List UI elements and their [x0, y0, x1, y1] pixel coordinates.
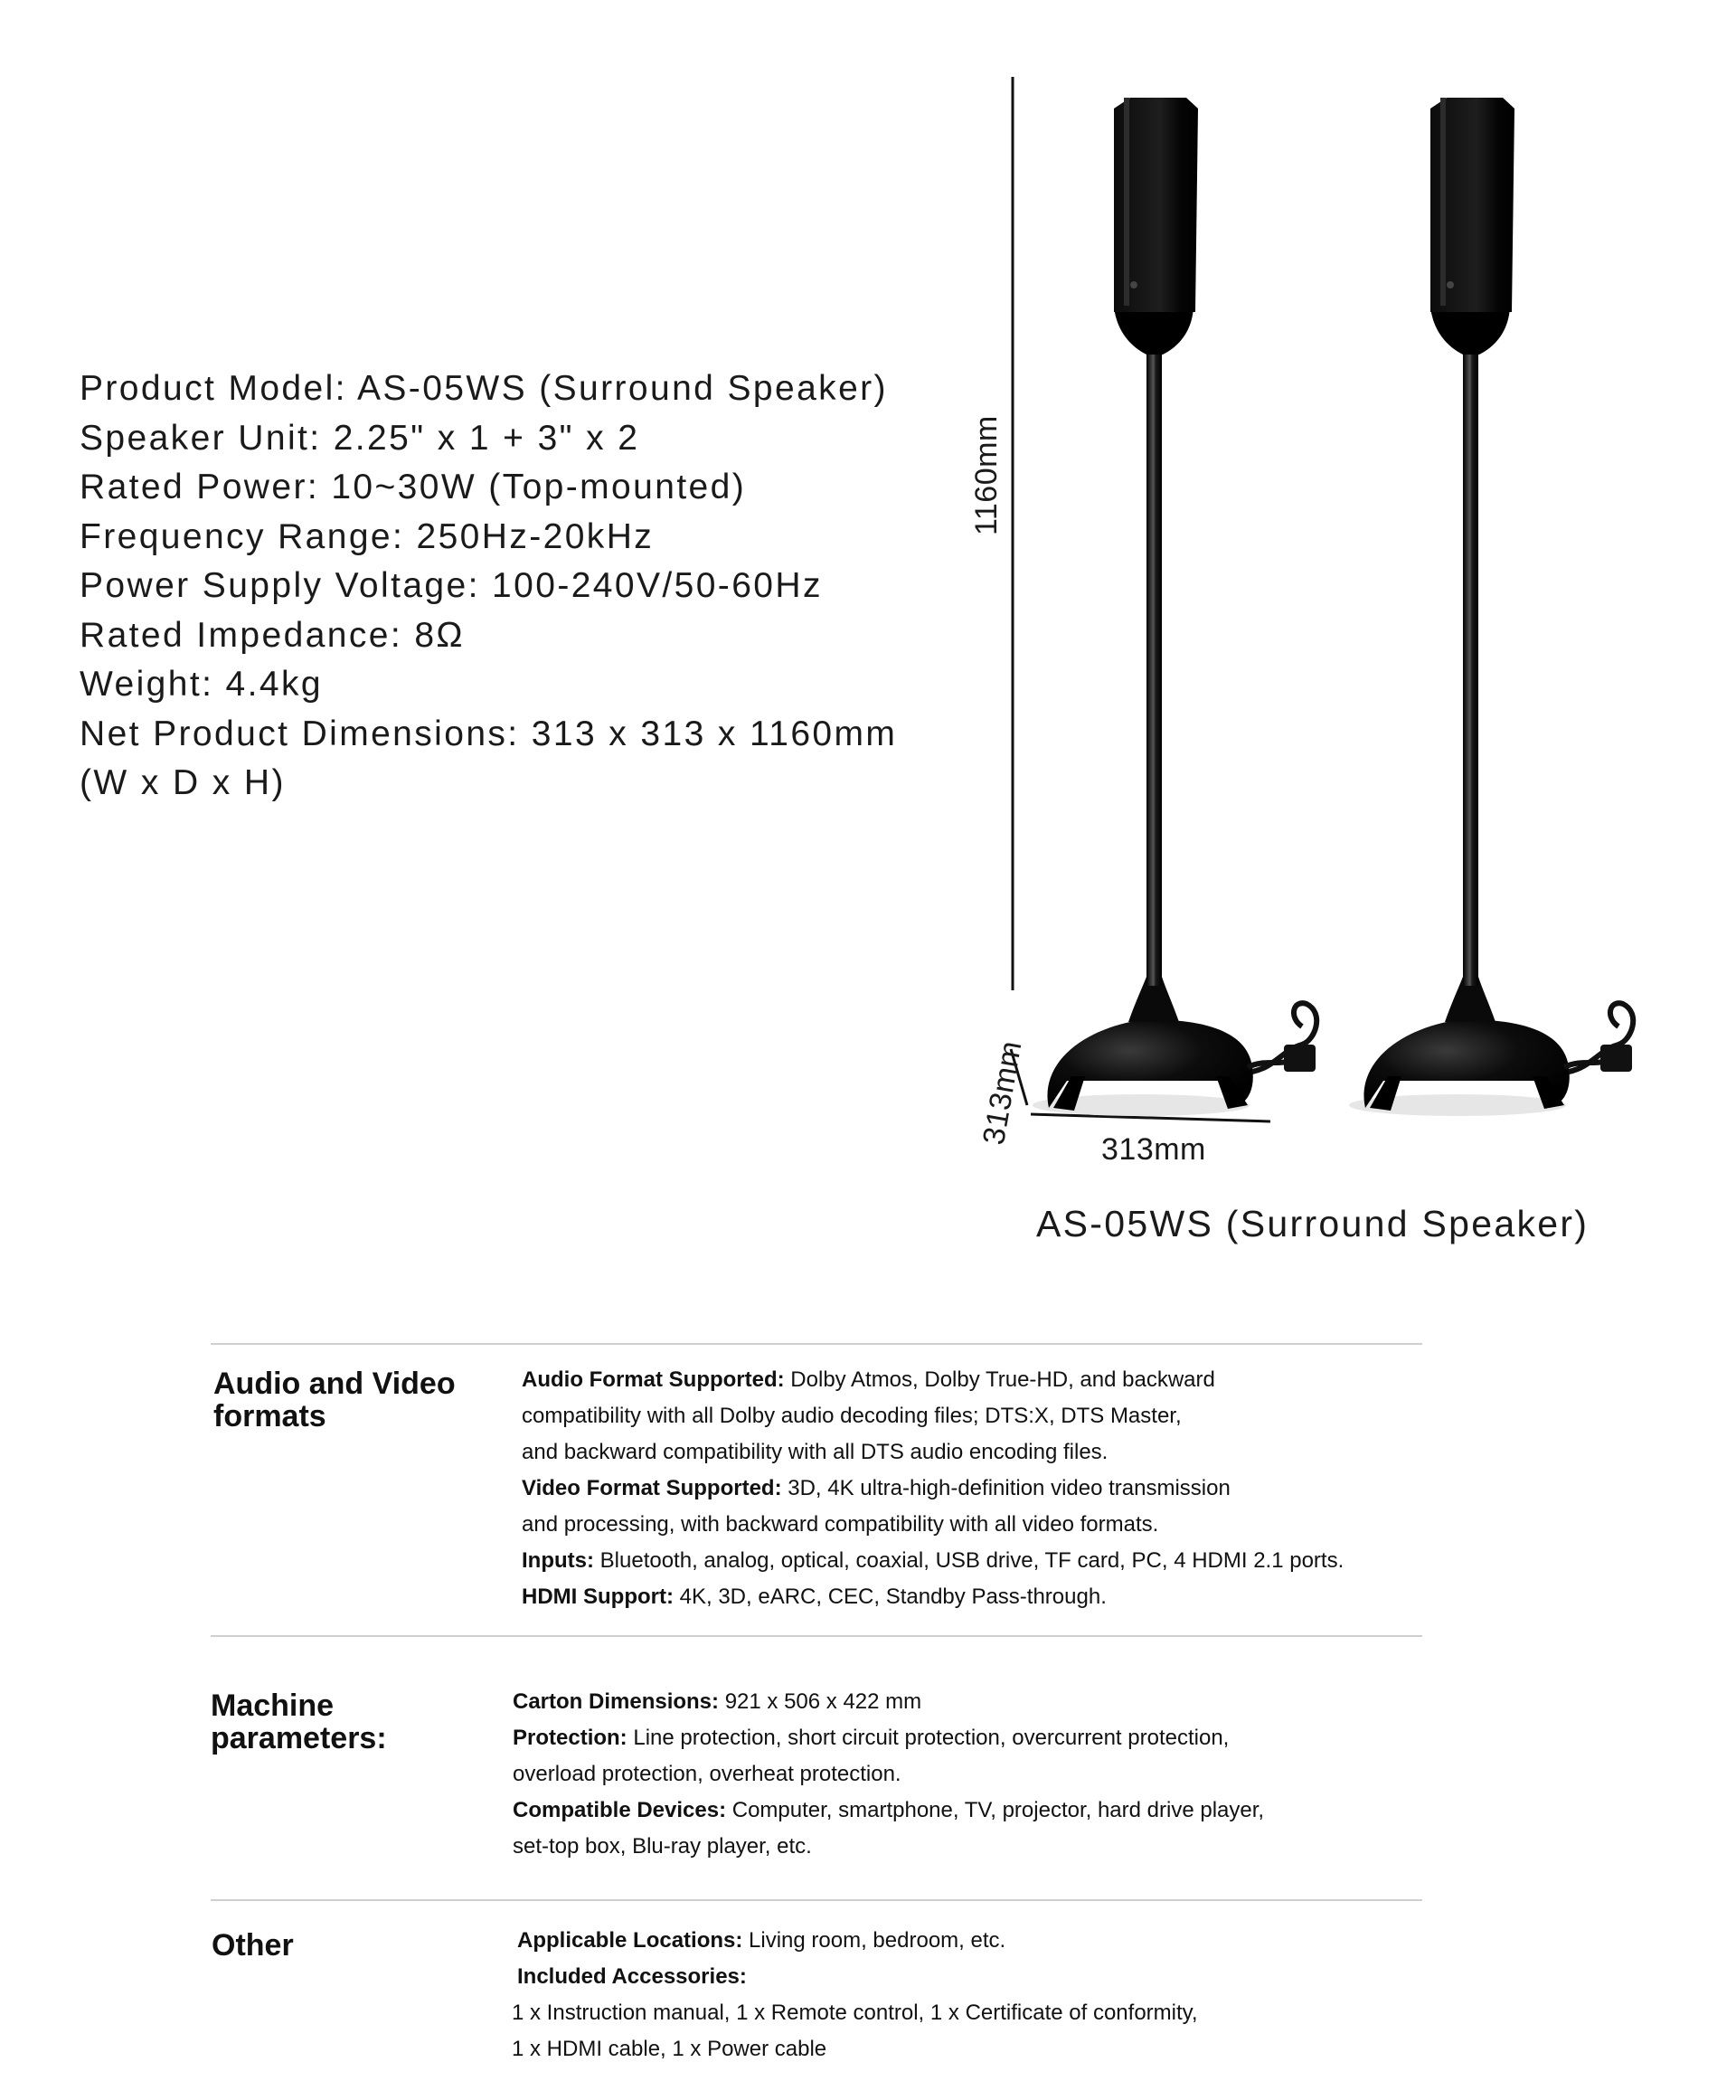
spec-speaker-unit: Speaker Unit: 2.25" x 1 + 3" x 2 — [80, 418, 640, 458]
left-speaker — [1033, 98, 1316, 1116]
height-dimension-label: 1160mm — [969, 415, 1004, 535]
section-title-other: Other — [212, 1928, 294, 1963]
spec-frequency-range: Frequency Range: 250Hz-20kHz — [80, 516, 655, 556]
product-photo — [940, 63, 1718, 1239]
locations-row: Applicable Locations: Living room, bedroom, etc. — [517, 1928, 1006, 1953]
devices-row-2: set-top box, Blu-ray player, etc. — [513, 1834, 812, 1859]
protection-row-1: Protection: Line protection, short circuit protection, overcurrent protection, — [513, 1726, 1230, 1750]
section-title-machine: Machine parameters: — [211, 1689, 387, 1755]
accessories-line-1: 1 x Instruction manual, 1 x Remote control, 1 x Certificate of conformity, — [512, 2001, 1198, 2025]
spec-model: Product Model: AS-05WS (Surround Speaker) — [80, 369, 888, 408]
carton-row: Carton Dimensions: 921 x 506 x 422 mm — [513, 1689, 922, 1714]
spec-dimensions-note: (W x D x H) — [80, 763, 286, 802]
spec-power-supply: Power Supply Voltage: 100-240V/50-60Hz — [80, 566, 823, 605]
spec-rated-power: Rated Power: 10~30W (Top-mounted) — [80, 468, 747, 506]
photo-caption: AS-05WS (Surround Speaker) — [1036, 1203, 1590, 1244]
accessories-line-2: 1 x HDMI cable, 1 x Power cable — [512, 2037, 827, 2061]
video-row-2: and processing, with backward compatibility with all video formats. — [522, 1512, 1159, 1537]
section-title-audio-video: Audio and Video formats — [213, 1367, 456, 1433]
hdmi-row: HDMI Support: 4K, 3D, eARC, CEC, Standby Pass-through. — [522, 1584, 1107, 1609]
section-body-machine — [513, 1684, 1264, 1865]
depth-dimension-label: 313mm — [976, 1037, 1029, 1148]
right-speaker — [1349, 98, 1633, 1116]
video-row-1: Video Format Supported: 3D, 4K ultra-high-definition video transmission — [522, 1476, 1231, 1500]
spec-list — [80, 364, 975, 809]
divider-middle — [211, 1635, 1422, 1637]
spec-weight: Weight: 4.4kg — [80, 665, 323, 704]
section-body-other — [517, 1923, 1005, 1995]
section-body-audio-video — [522, 1362, 1344, 1615]
audio-row-2: compatibility with all Dolby audio decoding files; DTS:X, DTS Master, — [522, 1404, 1182, 1428]
accessories-row: Included Accessories: — [517, 1964, 747, 1989]
devices-row-1: Compatible Devices: Computer, smartphone, TV, projector, hard drive player, — [513, 1798, 1265, 1822]
width-dimension-label: 313mm — [1101, 1132, 1206, 1167]
protection-row-2: overload protection, overheat protection. — [513, 1762, 901, 1786]
spec-dimensions: Net Product Dimensions: 313 x 313 x 1160mm — [80, 714, 898, 753]
inputs-row: Inputs: Bluetooth, analog, optical, coaxial, USB drive, TF card, PC, 4 HDMI 2.1 ports. — [522, 1548, 1344, 1573]
divider-bottom — [211, 1899, 1422, 1901]
accessories-list — [512, 1995, 1198, 2067]
divider-top — [211, 1343, 1422, 1345]
spec-impedance: Rated Impedance: 8Ω — [80, 615, 465, 655]
audio-row-3: and backward compatibility with all DTS audio encoding files. — [522, 1440, 1109, 1464]
audio-row-1: Audio Format Supported: Dolby Atmos, Dolby True-HD, and backward — [522, 1367, 1215, 1392]
